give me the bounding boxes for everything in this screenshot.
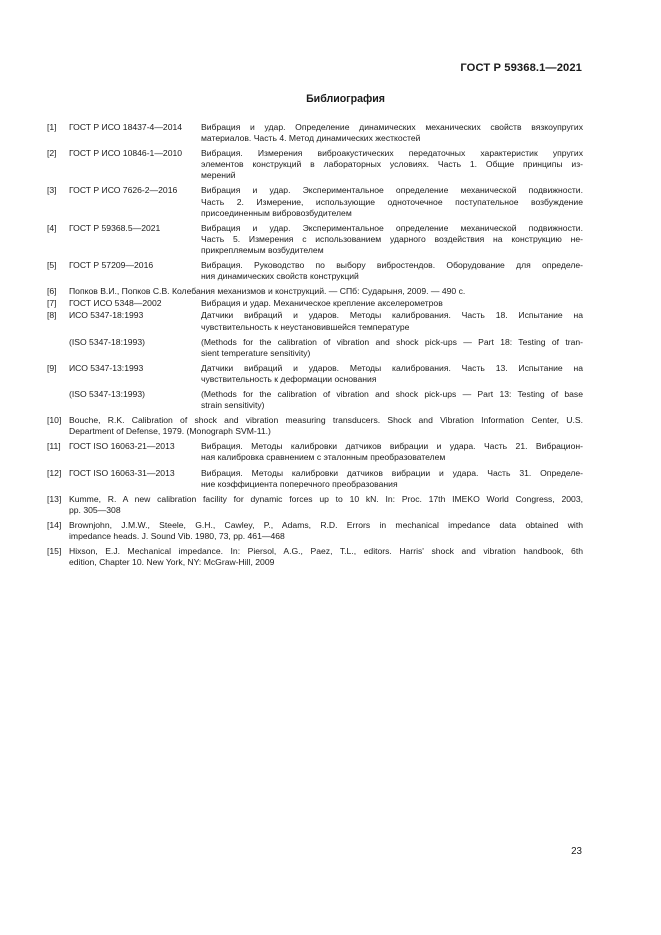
entry-description: sient temperature sensitivity) xyxy=(201,347,311,358)
standard-designation: ГОСТ Р 59368.1—2021 xyxy=(460,62,582,74)
entry-standard-code: ГОСТ Р ИСО 18437-4—2014 xyxy=(69,122,183,132)
bibliography-entry xyxy=(47,122,583,144)
entry-description: strain sensitivity) xyxy=(201,400,265,411)
entry-number: [2] xyxy=(47,148,57,159)
page-number: 23 xyxy=(571,846,582,857)
bibliography-entry xyxy=(47,520,583,542)
entry-standard-code: (ISO 5347-18:1993) xyxy=(69,336,145,347)
entry-standard-code: ИСО 5347-13:1993 xyxy=(69,362,144,373)
bibliography-entry xyxy=(47,223,583,256)
entry-description: чувствительность к деформации основания xyxy=(201,373,377,384)
entry-description: Вибрация и удар. Механическое крепление акселерометров xyxy=(201,298,443,309)
entry-standard-code: ГОСТ ИСО 5348—2002 xyxy=(69,298,162,309)
entry-citation-text: Hixson, E.J. Mechanical impedance. In: Piersol, A.G., Paez, T.L., editors. Harris' shock and vibration handbook, 6th xyxy=(69,546,583,557)
bibliography-entry xyxy=(47,468,583,490)
entry-description: Вибрация. Методы калибровки датчиков вибрации и удара. Часть 21. Вибрацион- xyxy=(201,441,583,452)
bibliography-entry xyxy=(47,260,583,282)
entry-citation-text: impedance heads. J. Sound Vib. 1980, 73, pp. 461—468 xyxy=(69,531,285,541)
entry-standard-code: ГОСТ Р 59368.5—2021 xyxy=(69,222,161,233)
bibliography-entry xyxy=(47,286,583,297)
entry-description: ная калибровка сравнением с эталонным преобразователем xyxy=(201,452,446,463)
entry-number: [15] xyxy=(47,546,62,557)
entry-citation-text: Попков В.И., Попков С.В. Колебания механизмов и конструкций. — СПб: Сударыня, 2009. — 490 с. xyxy=(69,286,466,297)
entry-number: [12] xyxy=(47,467,62,478)
entry-citation-text: Brownjohn, J.M.W., Steele, G.H., Cawley, P., Adams, R.D. Errors in mechanical impedance data obtained with xyxy=(69,519,583,530)
entry-description: (Methods for the calibration of vibration and shock pick-ups — Part 13: Testing of base xyxy=(201,388,583,399)
entry-standard-code: ГОСТ Р ИСО 10846-1—2010 xyxy=(69,148,183,159)
entry-description: прикрепляемым возбудителем xyxy=(201,244,324,255)
entry-description: мерений xyxy=(201,170,236,181)
entry-standard-code: ГОСТ Р 57209—2016 xyxy=(69,260,154,271)
entry-description: элементов конструкций в лабораторных условиях. Часть 1. Общие принципы из- xyxy=(201,159,583,170)
entry-number: [5] xyxy=(47,260,57,271)
entry-number: [4] xyxy=(47,222,57,233)
entry-description: (Methods for the calibration of vibration and shock pick-ups — Part 18: Testing of tran- xyxy=(201,336,583,347)
entry-number: [10] xyxy=(47,415,62,426)
bibliography-list xyxy=(47,122,583,568)
entry-description: Вибрация. Методы калибровки датчиков вибрации и удара. Часть 31. Определе- xyxy=(201,467,583,478)
entry-citation-text: Kumme, R. A new calibration facility for dynamic forces up to 10 kN. In: Proc. 17th IMEKO World Congress, 2003, xyxy=(69,493,583,504)
entry-citation-text: edition, Chapter 10. New York, NY: McGraw-Hill, 2009 xyxy=(69,557,275,568)
entry-standard-code: (ISO 5347-13:1993) xyxy=(69,388,145,399)
entry-number: [9] xyxy=(47,362,57,373)
bibliography-entry xyxy=(47,363,583,385)
entry-description: Часть 5. Измерения с использованием ударного воздействия на конструкцию не- xyxy=(201,233,583,244)
entry-standard-code: ГОСТ ISO 16063-21—2013 xyxy=(69,441,175,452)
entry-description: присоединенным вибровозбудителем xyxy=(201,207,352,218)
entry-description: Вибрация и удар. Экспериментальное определение механической подвижности. xyxy=(201,185,583,196)
entry-description: ния динамических свойств конструкций xyxy=(201,271,359,282)
entry-description: Датчики вибраций и ударов. Методы калибрования. Часть 18. Испытание на xyxy=(201,310,583,321)
bibliography-entry xyxy=(47,494,583,516)
entry-description: Вибрация. Измерения виброакустических передаточных характеристик упругих xyxy=(201,148,583,159)
bibliography-entry xyxy=(47,389,583,411)
entry-citation-text: pp. 305—308 xyxy=(69,504,121,515)
entry-description: Часть 2. Измерение, использующие одноточечное поступательное возбуждение xyxy=(201,196,583,207)
entry-description: Вибрация. Руководство по выбору вибростендов. Оборудование для определе- xyxy=(201,260,583,271)
entry-number: [3] xyxy=(47,185,57,196)
bibliography-entry xyxy=(47,310,583,332)
entry-standard-code: ГОСТ ISO 16063-31—2013 xyxy=(69,467,175,478)
entry-number: [7] xyxy=(47,298,57,309)
entry-number: [6] xyxy=(47,286,57,297)
entry-standard-code: ГОСТ Р ИСО 7626-2—2016 xyxy=(69,185,178,196)
entry-number: [13] xyxy=(47,493,62,504)
bibliography-entry xyxy=(47,298,583,309)
entry-citation-text: Bouche, R.K. Calibration of shock and vibration measuring transducers. Shock and Vibration Information Center, U.S. xyxy=(69,415,583,426)
entry-description: ние коэффициента поперечного преобразования xyxy=(201,478,398,489)
entry-number: [11] xyxy=(47,441,61,452)
entry-description: Вибрация и удар. Экспериментальное определение механической подвижности. xyxy=(201,222,583,233)
entry-description: Датчики вибраций и ударов. Методы калибрования. Часть 13. Испытание на xyxy=(201,362,583,373)
entry-description: Вибрация и удар. Определение динамических механических свойств вязкоупругих xyxy=(201,122,583,132)
entry-standard-code: ИСО 5347-18:1993 xyxy=(69,310,144,321)
bibliography-entry xyxy=(47,148,583,181)
entry-description: материалов. Часть 4. Метод динамических жесткостей xyxy=(201,133,421,144)
bibliography-entry xyxy=(47,185,583,218)
section-title: Библиография xyxy=(306,93,385,105)
bibliography-entry xyxy=(47,441,583,463)
bibliography-entry xyxy=(47,337,583,359)
bibliography-entry xyxy=(47,546,583,568)
entry-number: [8] xyxy=(47,310,57,321)
bibliography-entry xyxy=(47,415,583,437)
entry-number: [14] xyxy=(47,519,62,530)
entry-description: чувствительность к неустановившейся температуре xyxy=(201,321,410,332)
entry-citation-text: Department of Defense, 1979. (Monograph SVM-11.) xyxy=(69,426,271,437)
entry-number: [1] xyxy=(47,122,57,132)
